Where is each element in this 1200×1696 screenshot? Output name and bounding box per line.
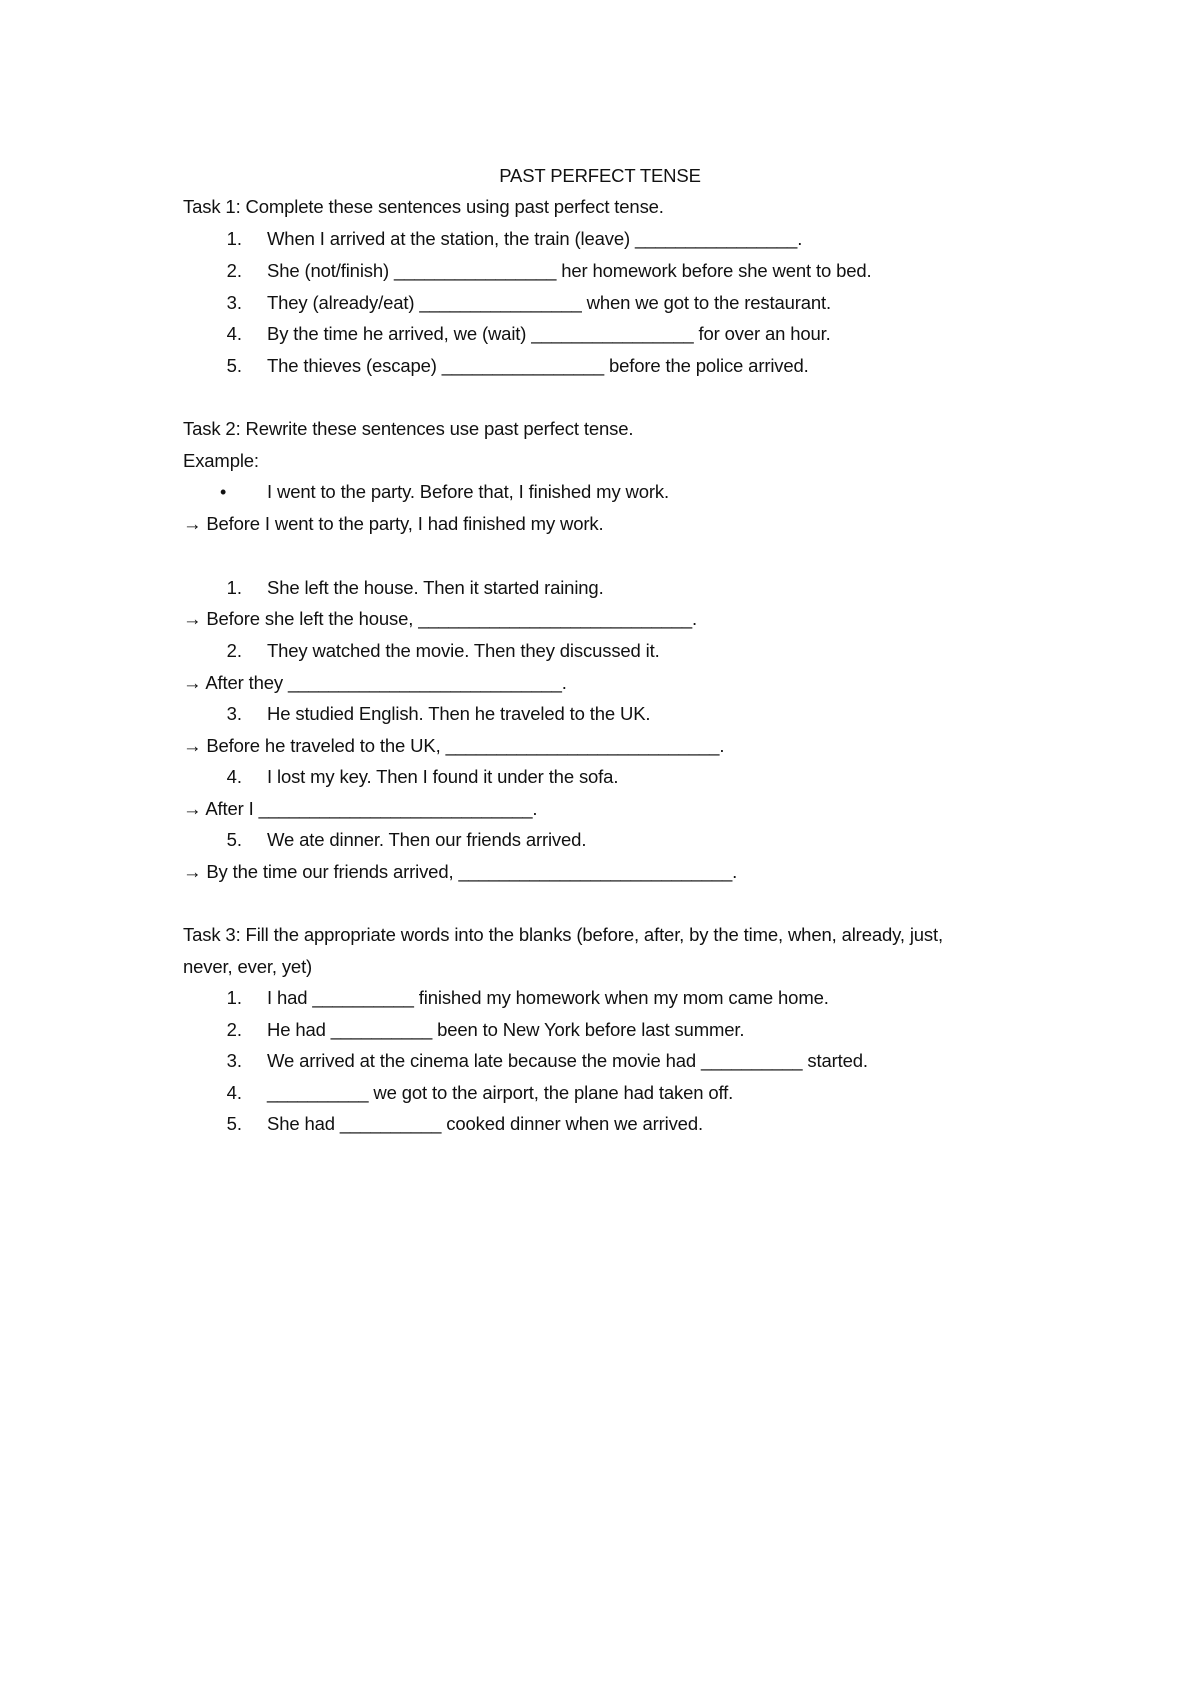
task2-item-5-text: We ate dinner. Then our friends arrived. [267, 829, 587, 850]
task1-item-3-number: 3. [226, 292, 242, 313]
task2-item-1-number: 1. [226, 577, 242, 598]
task1-item-4-number: 4. [226, 323, 242, 344]
task3-heading-line-2: never, ever, yet) [183, 956, 313, 977]
task3-item-2-number: 2. [226, 1019, 242, 1040]
task1-item-1-text: When I arrived at the station, the train (leave) ________________. [267, 228, 803, 249]
task3-heading-line-1: Task 3: Fill the appropriate words into the blanks (before, after, by the time, when, already, just, [183, 924, 943, 945]
task2-item-2-answer: → After they ___________________________. [183, 672, 567, 693]
task2-heading: Task 2: Rewrite these sentences use past perfect tense. [183, 418, 634, 439]
task2-item-2-text: They watched the movie. Then they discussed it. [267, 640, 660, 661]
task3-item-5-number: 5. [226, 1113, 242, 1134]
task2-item-1-answer: → Before she left the house, ___________________________. [183, 608, 698, 629]
task1-heading: Task 1: Complete these sentences using past perfect tense. [183, 196, 664, 217]
task2-item-3-number: 3. [226, 703, 242, 724]
page-title: PAST PERFECT TENSE [499, 165, 701, 186]
task2-example-label: Example: [183, 450, 259, 471]
task2-item-1-text: She left the house. Then it started raining. [267, 577, 604, 598]
task2-item-3-text: He studied English. Then he traveled to the UK. [267, 703, 651, 724]
task3-item-5-text: She had __________ cooked dinner when we arrived. [267, 1113, 703, 1134]
task2-item-5-number: 5. [226, 829, 242, 850]
task1-item-5-number: 5. [226, 355, 242, 376]
task1-item-2-number: 2. [226, 260, 242, 281]
task2-item-4-answer: → After I ___________________________. [183, 798, 538, 819]
task3-item-2-text: He had __________ been to New York before last summer. [267, 1019, 745, 1040]
task2-example-sentence: I went to the party. Before that, I finished my work. [267, 481, 669, 502]
task3-item-3-text: We arrived at the cinema late because the movie had __________ started. [267, 1050, 868, 1071]
task3-item-1-number: 1. [226, 987, 242, 1008]
task2-item-4-text: I lost my key. Then I found it under the sofa. [267, 766, 619, 787]
task1-item-2-text: She (not/finish) ________________ her homework before she went to bed. [267, 260, 872, 281]
task3-item-3-number: 3. [226, 1050, 242, 1071]
task2-example-answer: → Before I went to the party, I had finished my work. [183, 513, 604, 534]
bullet-icon: • [220, 482, 227, 502]
task2-item-2-number: 2. [226, 640, 242, 661]
task2-item-4-number: 4. [226, 766, 242, 787]
task2-item-3-answer: → Before he traveled to the UK, ___________________________. [183, 735, 725, 756]
task3-item-4-number: 4. [226, 1082, 242, 1103]
task1-item-4-text: By the time he arrived, we (wait) ________________ for over an hour. [267, 323, 831, 344]
task2-item-5-answer: → By the time our friends arrived, ___________________________. [183, 861, 738, 882]
task3-item-4-text: __________ we got to the airport, the plane had taken off. [267, 1082, 734, 1103]
task1-item-5-text: The thieves (escape) ________________ before the police arrived. [267, 355, 809, 376]
task3-item-1-text: I had __________ finished my homework when my mom came home. [267, 987, 829, 1008]
task1-item-1-number: 1. [226, 228, 242, 249]
task1-item-3-text: They (already/eat) ________________ when we got to the restaurant. [267, 292, 831, 313]
